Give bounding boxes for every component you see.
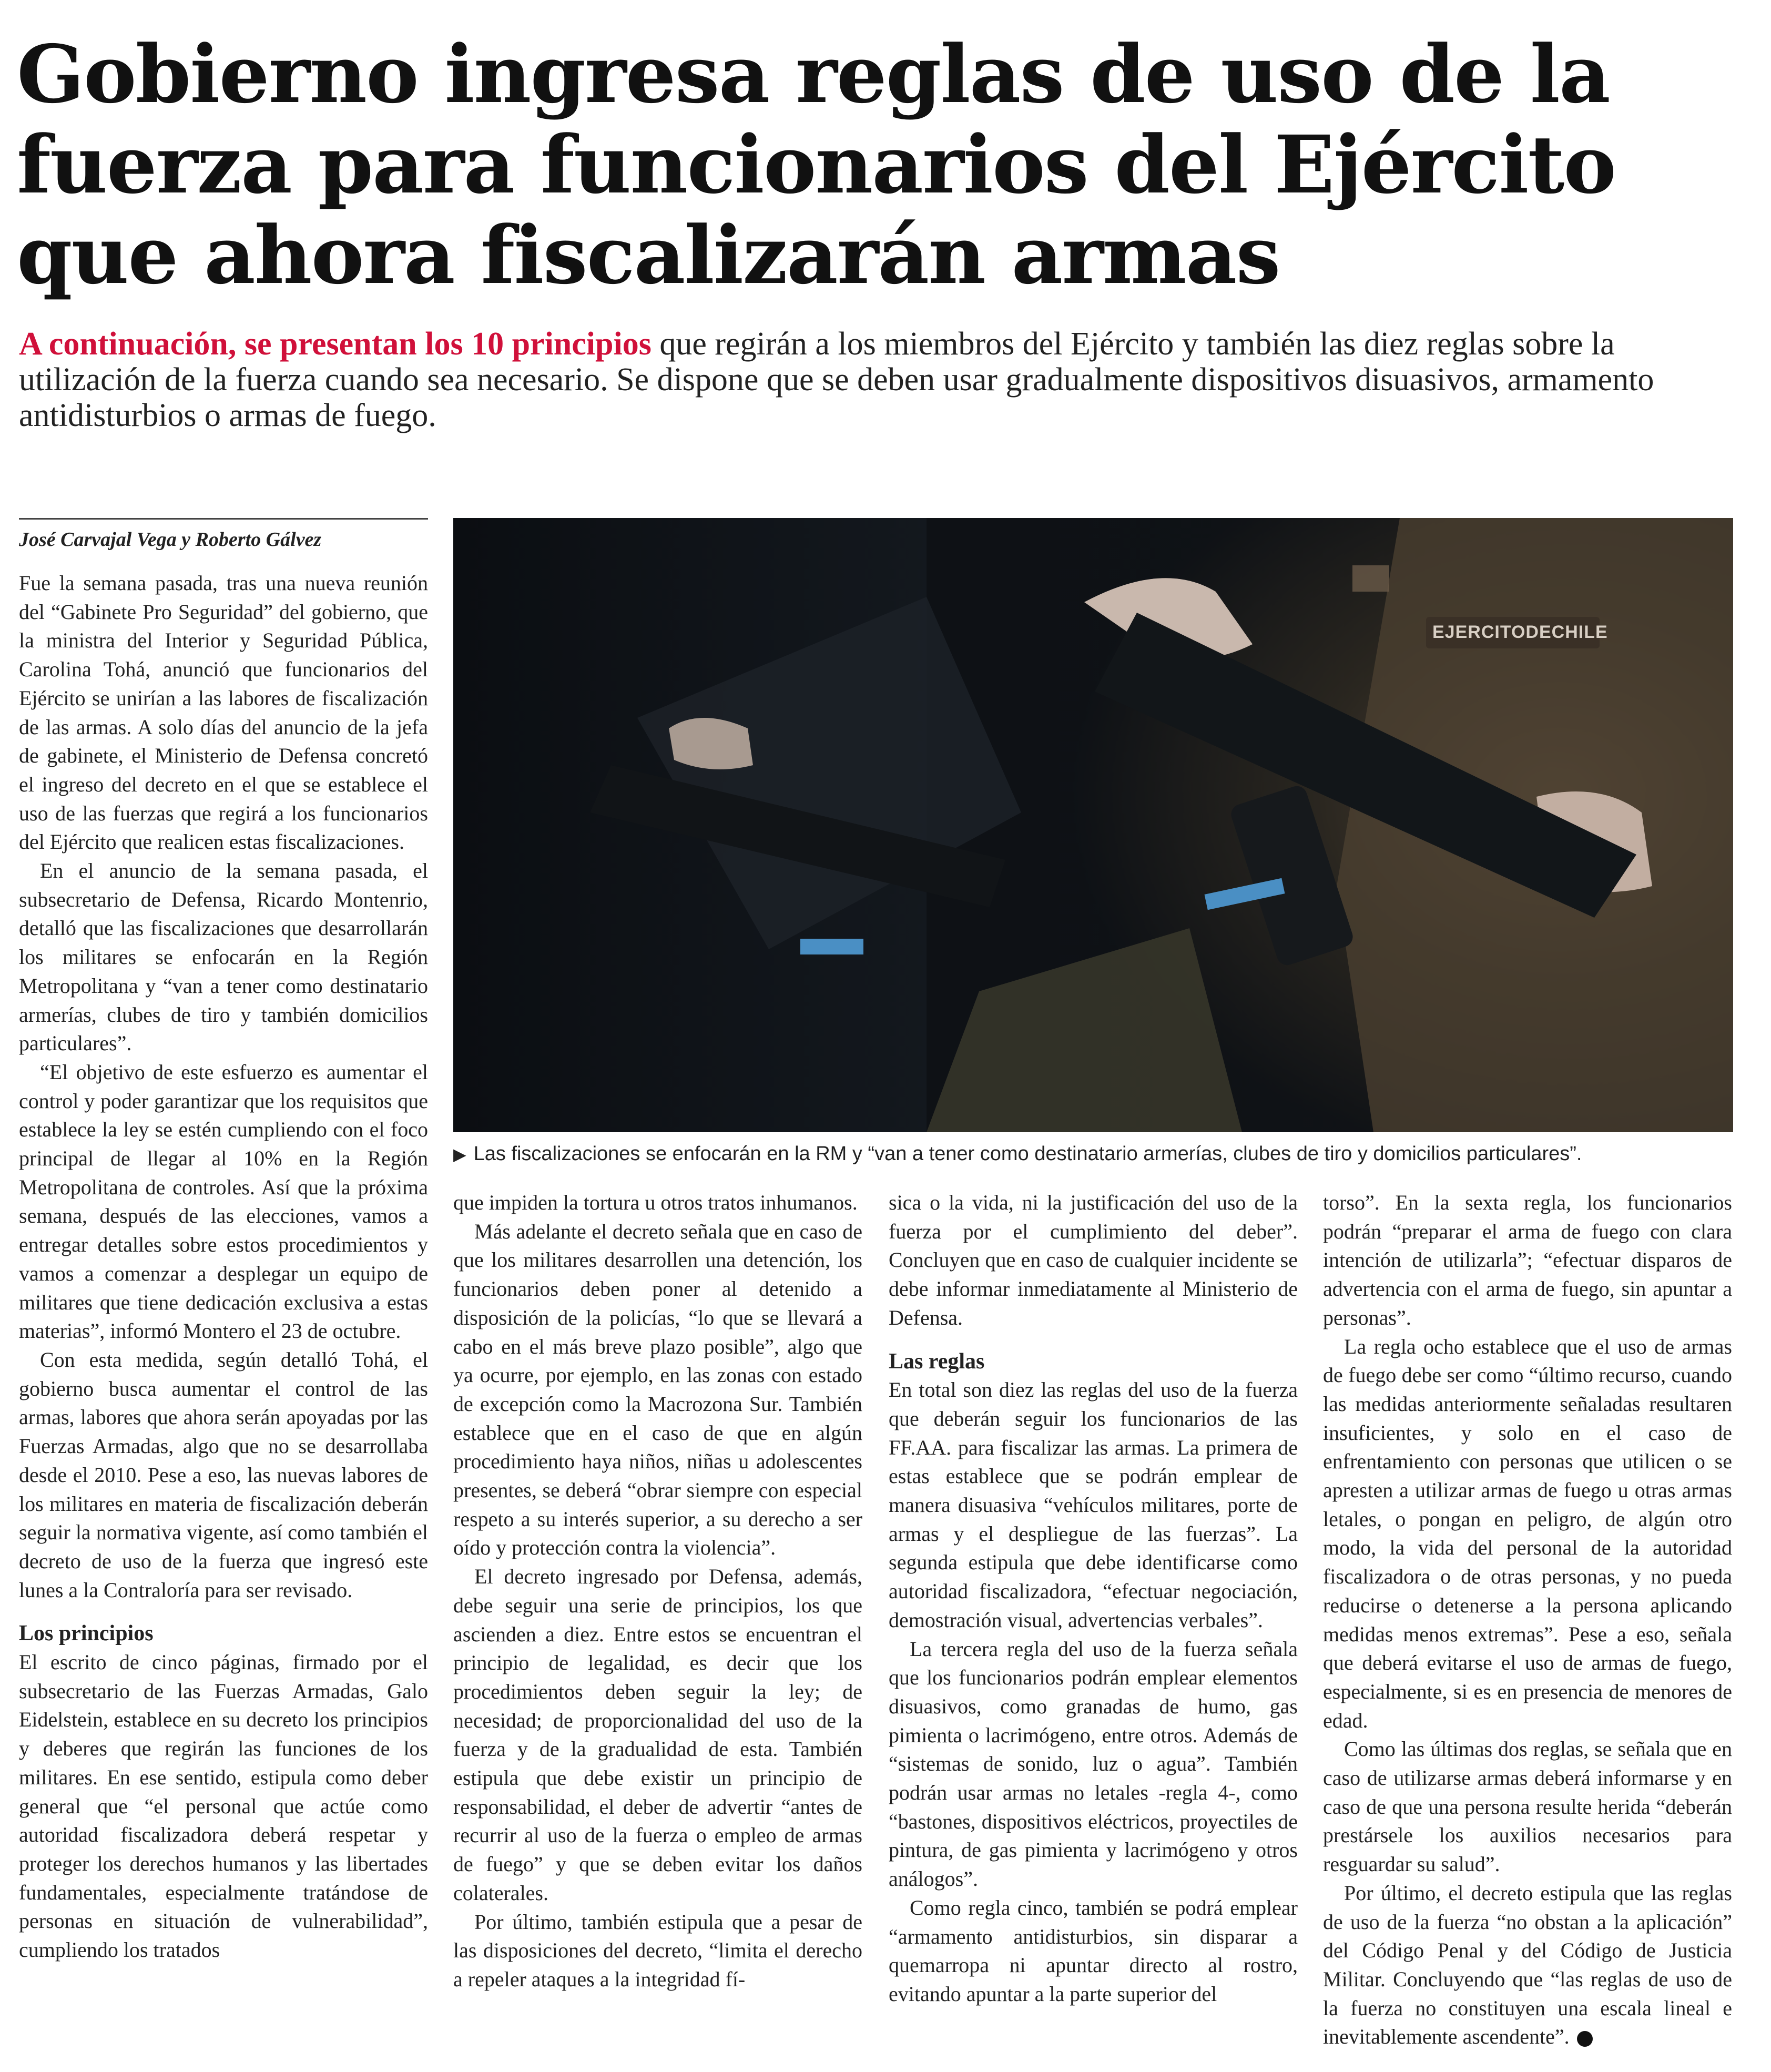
paragraph: El escrito de cinco páginas, firmado por el subsecretario de las Fuerzas Armadas, Galo Eidelstein, establece en su decreto los principios y deberes que regirán las funciones de los militares. En ese sentido, estipula como deber general que “el personal que actúe como autoridad fiscalizadora deberá respetar y proteger los derechos humanos y las libertades fundamentales, especialmente tratándose de personas en situación de vulnerabilidad”, cumpliendo los tratados (19, 1650, 428, 1962)
paragraph: La regla ocho establece que el uso de armas de fuego debe ser como “último recurso, cuando las medidas anteriormente señaladas resultaren insuficientes, y solo en el caso de enfrentamiento con personas que utilicen o se apresten a utilizar armas de fuego u otras armas letales, o pongan en peligro, de algún otro modo, la vida del personal de la autoridad fiscalizadora o de otras personas, y no pueda reducirse o detenerse a la persona aplicando medidas menos extremas”. Pese a eso, señala que deberá evitarse el uso de armas de fuego, especialmente, si es en presencia de menores de edad. (1323, 1334, 1732, 1732)
caption-text: Las fiscalizaciones se enfocarán en la RM y “van a tener como destinatario armerías, clubes de tiro y domicilios particulares”. (473, 1143, 1582, 1165)
article-column-4 (1323, 1189, 1732, 2056)
paragraph: El decreto ingresado por Defensa, además, debe seguir una serie de principios, los que ascienden a diez. Entre estos se encuentran el principio de legalidad, es decir que los procedimientos deben seguir la ley; de necesidad; de proporcionalidad del uso de la fuerza y de la gradualidad de esta. También estipula que debe existir un principio de responsabilidad, el deber de advertir “antes de recurrir al uso de la fuerza o empleo de armas de fuego” y que se deben evitar los daños colaterales. (453, 1565, 862, 1905)
photo-badge-text: EJERCITODECHILE (1432, 622, 1608, 642)
paragraph: “El objetivo de este esfuerzo es aumentar el control y poder garantizar que los requisitos que establece la ley se estén cumpliendo con el foco principal de llegar al 10% en la Región Metropolitana de controles. Así que la próxima semana, después de las elecciones, vamos a entregar detalles sobre estos procedimientos y vamos a comenzar a desplegar un equipo de militares que tiene dedicación exclusiva a estas materias”, informó Montero el 23 de octubre. (19, 1060, 428, 1343)
paragraph: que impiden la tortura u otros tratos inhumanos. (453, 1191, 858, 1214)
paragraph: sica o la vida, ni la justificación del uso de la fuerza por el cumplimiento del deber”. Concluyen que en caso de cualquier incidente se debe informar inmediatamente al Ministerio de Defensa. (889, 1191, 1298, 1329)
paragraph: La tercera regla del uso de la fuerza señala que los funcionarios podrán emplear elementos disuasivos, como granadas de humo, gas pimienta o lacrimógeno, entre otros. Además de “sistemas de sonido, luz o agua”. También podrán usar armas no letales -regla 4-, como “bastones, dispositivos eléctricos, proyectiles de pintura, de gas pimienta y lacrimógeno y otros análogos”. (889, 1637, 1298, 1891)
standfirst-lead: A continuación, se presentan los 10 principios (19, 326, 652, 362)
paragraph: Como regla cinco, también se podrá emplear “armamento antidisturbios, sin disparar a quemarropa ni apuntar directo al rostro, evitando apuntar a la parte superior del (889, 1895, 1298, 2006)
paragraph: Por último, también estipula que a pesar de las disposiciones del decreto, “limita el derecho a repeler ataques a la integridad fí- (453, 1910, 862, 1991)
standfirst (19, 326, 1728, 433)
article-column-1 (19, 569, 428, 2057)
article-column-2 (453, 1189, 862, 2056)
paragraph: Fue la semana pasada, tras una nueva reunión del “Gabinete Pro Seguridad” del gobierno, que la ministra del Interior y Seguridad Pública, Carolina Tohá, anunció que funcionarios del Ejército se unirían a las labores de fiscalización de las armas. A solo días del anuncio de la jefa de gabinete, el Ministerio de Defensa concretó el ingreso del decreto en el que se establece el uso de las fuerzas que regirá a los funcionarios del Ejército que realicen estas fiscalizaciones. (19, 571, 428, 854)
photo-caption (453, 1140, 1736, 1168)
article-column-3 (889, 1189, 1298, 2056)
headline: Gobierno ingresa reglas de uso de la fuerza para funcionarios del Ejército que ahora fiscalizarán armas (17, 27, 1616, 302)
byline: José Carvajal Vega y Roberto Gálvez (19, 518, 428, 551)
standfirst-text: que regirán a los miembros del Ejército y también las diez reglas sobre la utilización de la fuerza cuando sea necesario. Se dispone que se deben usar gradualmente dispositivos disuasivos, armamento antidisturbios o armas de fuego. (19, 326, 1654, 433)
paragraph: En el anuncio de la semana pasada, el subsecretario de Defensa, Ricardo Montenrio, detalló que las fiscalizaciones que desarrollarán los militares se enfocarán en la Región Metropolitana y “van a tener como destinatario armerías, clubes de tiro y también domicilios particulares”. (19, 859, 428, 1055)
section-heading-reglas: Las reglas (889, 1349, 985, 1374)
paragraph: En total son diez las reglas del uso de la fuerza que deberán seguir los funcionarios de las FF.AA. para fiscalizar las armas. La primera de estas establece que se podrán emplear de manera disuasiva “vehículos militares, porte de armas y el despliegue de las fuerzas”. La segunda estipula que debe identificarse como autoridad fiscalizadora, “efectuar negociación, demostración visual, advertencias verbales”. (889, 1378, 1298, 1632)
caption-marker-icon: ▶ (453, 1145, 466, 1164)
article-photo (453, 518, 1733, 1132)
soldiers-with-rifles-image (453, 518, 1733, 1132)
section-heading-principios: Los principios (19, 1621, 154, 1646)
paragraph (1323, 1879, 1732, 2051)
paragraph: Con esta medida, según detalló Tohá, el gobierno busca aumentar el control de las armas, labores que ahora serán apoyadas por las Fuerzas Armadas, algo que no se desarrollaba desde el 2010. Pese a eso, las nuevas labores de los militares en materia de fiscalización deberán seguir la normativa vigente, así como también el decreto de uso de la fuerza que ingresó este lunes a la Contraloría para ser revisado. (19, 1347, 428, 1602)
final-paragraph-text: Por último, el decreto estipula que las reglas de uso de la fuerza “no obstan a la aplicación” del Código Penal y del Código de Justicia Militar. Concluyendo que “las reglas de uso de la fuerza no constituyen una escala lineal e inevitablemente ascendente”. (1323, 1881, 1732, 2049)
paragraph: Como las últimas dos reglas, se señala que en caso de utilizarse armas deberá informarse y en caso de que una persona resulte herida “deberán prestársele los auxilios necesarios para resguardar su salud”. (1323, 1737, 1732, 1876)
end-of-article-icon (1577, 2031, 1593, 2047)
paragraph: torso”. En la sexta regla, los funcionarios podrán “preparar el arma de fuego con clara intención de utilizarla”; “efectuar disparos de advertencia con el arma de fuego, sin apuntar a personas”. (1323, 1191, 1732, 1329)
paragraph: Más adelante el decreto señala que en caso de que los militares desarrollen una detención, los funcionarios deben poner al detenido a disposición de la policías, “lo que se llevará a cabo en el más breve plazo posible”, algo que ya ocurre, por ejemplo, en las zonas con estado de excepción como la Macrozona Sur. También establece que en el caso de que en algún procedimiento haya niños, niñas u adolescentes presentes, se deberá “obrar siempre con especial respeto a su interés superior, a su derecho a ser oído y protección contra la violencia”. (453, 1219, 862, 1560)
